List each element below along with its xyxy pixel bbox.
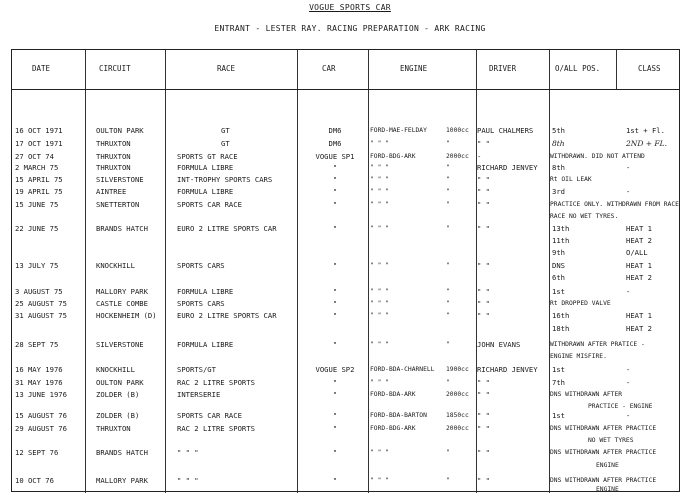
cell-pos: 16th — [552, 311, 570, 320]
cell-driver: " " — [477, 261, 490, 270]
cell-race: INTERSERIE — [177, 390, 221, 399]
page-subtitle: ENTRANT - LESTER RAY. RACING PREPARATION - ARK RACING — [214, 24, 486, 33]
cell-race: FORMULA LIBRE — [177, 340, 234, 349]
cell-cls: HEAT 1 — [626, 261, 652, 270]
cell-car: " — [332, 378, 338, 387]
cell-car: " — [332, 390, 338, 399]
cell-pos: DNS WITHDRAWN AFTER PRACTICE — [550, 477, 657, 484]
cell-race: SPORTS CARS — [177, 299, 225, 308]
cell-engine: " " " — [370, 188, 389, 195]
cell-cc: 2000cc — [446, 153, 469, 160]
cell-date: 28 SEPT 75 — [15, 340, 59, 349]
header-engine: ENGINE — [400, 64, 428, 73]
cell-engine: " " " — [370, 176, 389, 183]
cell-cls: HEAT 2 — [626, 236, 652, 245]
cell-cls: 2ND + FL. — [626, 139, 667, 148]
cell-car: " — [332, 287, 338, 296]
cell-pos: Rt DROPPED VALVE — [550, 300, 611, 307]
cell-cc: 1900cc — [446, 366, 469, 373]
cell-date: 13 JULY 75 — [15, 261, 59, 270]
cell-circuit: BRANDS HATCH — [96, 224, 148, 233]
cell-race: " " " — [177, 448, 199, 457]
cell-pos: 1st — [552, 365, 565, 374]
cell-pos: ENGINE — [596, 486, 619, 493]
cell-pos: ENGINE — [596, 462, 619, 469]
cell-race: GT — [221, 139, 230, 148]
cell-car: " — [332, 411, 338, 420]
cell-car: " — [332, 163, 338, 172]
cell-circuit: CASTLE COMBE — [96, 299, 148, 308]
cell-car: " — [332, 476, 338, 485]
cell-cc: " — [446, 341, 450, 348]
cell-driver: " " — [477, 200, 490, 209]
cell-pos: 8th — [552, 139, 565, 148]
cell-pos: ENGINE MISFIRE. — [550, 353, 607, 360]
cell-date: 25 AUGUST 75 — [15, 299, 67, 308]
cell-race: RAC 2 LITRE SPORTS — [177, 424, 255, 433]
cell-date: 19 APRIL 75 — [15, 187, 63, 196]
cell-circuit: THRUXTON — [96, 139, 131, 148]
cell-cc: " — [446, 176, 450, 183]
cell-driver: " " — [477, 139, 490, 148]
cell-date: 15 JUNE 75 — [15, 200, 59, 209]
cell-pos: 1st — [552, 411, 565, 420]
cell-engine: " " " — [370, 477, 389, 484]
cell-race: EURO 2 LITRE SPORTS CAR — [177, 311, 277, 320]
cell-driver: " " — [477, 378, 490, 387]
cell-circuit: SNETTERTON — [96, 200, 140, 209]
cell-pos: 9th — [552, 248, 565, 257]
cell-cls: O/ALL — [626, 248, 648, 257]
cell-circuit: MALLORY PARK — [96, 287, 148, 296]
cell-race: FORMULA LIBRE — [177, 187, 234, 196]
cell-car: " — [332, 187, 338, 196]
cell-cc: " — [446, 262, 450, 269]
cell-circuit: KNOCKHILL — [96, 261, 135, 270]
cell-race: GT — [221, 126, 230, 135]
header-rule — [12, 89, 679, 90]
cell-cc: " — [446, 312, 450, 319]
cell-cls: HEAT 2 — [626, 273, 652, 282]
cell-engine: " " " — [370, 312, 389, 319]
cell-pos: DNS WITHDRAWN AFTER PRACTICE — [550, 449, 657, 456]
cell-date: 31 AUGUST 75 — [15, 311, 67, 320]
cell-driver: RICHARD JENVEY — [477, 163, 538, 172]
cell-cc: 2000cc — [446, 391, 469, 398]
cell-pos: DNS — [552, 261, 565, 270]
cell-cls: - — [626, 187, 631, 196]
cell-circuit: OULTON PARK — [96, 126, 144, 135]
cell-engine: " " " — [370, 164, 389, 171]
cell-car: VOGUE SP1 — [315, 152, 355, 161]
cell-race: EURO 2 LITRE SPORTS CAR — [177, 224, 277, 233]
cell-pos: RACE NO WET TYRES. — [550, 213, 619, 220]
cell-driver: RICHARD JENVEY — [477, 365, 538, 374]
cell-driver: " " — [477, 187, 490, 196]
cell-driver: " " — [477, 476, 490, 485]
cell-race: INT-TROPHY SPORTS CARS — [177, 175, 273, 184]
cell-race: SPORTS GT RACE — [177, 152, 238, 161]
cell-driver: " " — [477, 287, 490, 296]
cell-pos: 13th — [552, 224, 570, 233]
cell-race: RAC 2 LITRE SPORTS — [177, 378, 255, 387]
cell-engine: " " " — [370, 225, 389, 232]
cell-driver: JOHN EVANS — [477, 340, 521, 349]
cell-pos: DNS WITHDRAWN AFTER — [550, 391, 623, 398]
cell-date: 22 JUNE 75 — [15, 224, 59, 233]
cell-pos: WITHDRAWN AFTER PRATICE - — [550, 341, 645, 348]
cell-engine: " " " — [370, 201, 389, 208]
cell-date: 12 SEPT 76 — [15, 448, 59, 457]
cell-race: FORMULA LIBRE — [177, 287, 234, 296]
cell-driver: " " — [477, 448, 490, 457]
cell-car: " — [332, 340, 338, 349]
cell-race: SPORTS CAR RACE — [177, 411, 242, 420]
cell-car: " — [332, 175, 338, 184]
header-race: RACE — [217, 64, 236, 73]
cell-circuit: AINTREE — [96, 187, 127, 196]
cell-date: 15 APRIL 75 — [15, 175, 63, 184]
cell-driver: " " — [477, 175, 490, 184]
cell-circuit: ZOLDER (B) — [96, 411, 140, 420]
cell-pos: NO WET TYRES — [588, 437, 634, 444]
cell-race: " " " — [177, 476, 199, 485]
cell-car: " — [332, 424, 338, 433]
cell-cls: HEAT 1 — [626, 311, 652, 320]
cell-pos: 6th — [552, 273, 565, 282]
header-circuit: CIRCUIT — [99, 64, 131, 73]
cell-engine: FORD-BDA-BARTON — [370, 412, 427, 419]
cell-cls: HEAT 2 — [626, 324, 652, 333]
cell-pos: DNS WITHDRAWN AFTER PRACTICE — [550, 425, 657, 432]
cell-pos: 3rd — [552, 187, 565, 196]
cell-cls: - — [626, 378, 631, 387]
cell-cls: - — [626, 287, 631, 296]
cell-cls: - — [626, 411, 631, 420]
cell-cc: " — [446, 477, 450, 484]
column-divider — [297, 50, 298, 493]
cell-driver: PAUL CHALMERS — [477, 126, 534, 135]
header-driver: DRIVER — [489, 64, 517, 73]
cell-cc: 1850cc — [446, 412, 469, 419]
cell-circuit: THRUXTON — [96, 152, 131, 161]
cell-date: 17 OCT 1971 — [15, 139, 63, 148]
cell-cc: " — [446, 140, 450, 147]
cell-engine: " " " — [370, 288, 389, 295]
cell-engine: FORD-BDA-CHARNELL — [370, 366, 435, 373]
cell-date: 29 AUGUST 76 — [15, 424, 67, 433]
cell-cls: - — [626, 365, 631, 374]
cell-circuit: MALLORY PARK — [96, 476, 148, 485]
cell-pos: 1st — [552, 287, 565, 296]
cell-race: SPORTS CAR RACE — [177, 200, 242, 209]
cell-cc: " — [446, 164, 450, 171]
cell-pos: WITHDRAWN. DID NOT ATTEND — [550, 153, 645, 160]
header-class: CLASS — [638, 64, 661, 73]
cell-circuit: THRUXTON — [96, 424, 131, 433]
cell-circuit: BRANDS HATCH — [96, 448, 148, 457]
cell-car: " — [332, 200, 338, 209]
cell-circuit: KNOCKHILL — [96, 365, 135, 374]
cell-car: " — [332, 224, 338, 233]
cell-cc: " — [446, 379, 450, 386]
cell-circuit: THRUXTON — [96, 163, 131, 172]
cell-pos: 18th — [552, 324, 570, 333]
cell-engine: FORD-BDA-ARK — [370, 391, 416, 398]
cell-cc: " — [446, 288, 450, 295]
cell-car: VOGUE SP2 — [315, 365, 355, 374]
page-title: VOGUE SPORTS CAR — [309, 3, 391, 12]
cell-engine: " " " — [370, 140, 389, 147]
column-divider — [368, 50, 369, 493]
cell-pos: 11th — [552, 236, 570, 245]
column-divider — [85, 50, 86, 493]
cell-date: 10 OCT 76 — [15, 476, 54, 485]
cell-date: 2 MARCH 75 — [15, 163, 59, 172]
cell-driver: " " — [477, 390, 490, 399]
cell-cc: 2000cc — [446, 425, 469, 432]
header-date: DATE — [32, 64, 51, 73]
cell-cc: 1000cc — [446, 127, 469, 134]
cell-cls: - — [626, 163, 631, 172]
cell-date: 27 OCT 74 — [15, 152, 54, 161]
cell-cc: " — [446, 188, 450, 195]
cell-date: 3 AUGUST 75 — [15, 287, 63, 296]
cell-circuit: SILVERSTONE — [96, 340, 144, 349]
cell-engine: FORD-BDG-ARK — [370, 425, 416, 432]
cell-circuit: SILVERSTONE — [96, 175, 144, 184]
cell-car: " — [332, 448, 338, 457]
cell-pos: PRACTICE ONLY. WITHDRAWN FROM RACE — [550, 201, 679, 208]
cell-pos: PRACTICE - ENGINE — [588, 403, 653, 410]
cell-engine: FORD-MAE-FELDAY — [370, 127, 427, 134]
cell-car: DM6 — [328, 126, 342, 135]
column-divider — [616, 50, 617, 90]
cell-circuit: HOCKENHEIM (D) — [96, 311, 157, 320]
cell-race: FORMULA LIBRE — [177, 163, 234, 172]
cell-date: 16 OCT 1971 — [15, 126, 63, 135]
cell-engine: FORD-BDG-ARK — [370, 153, 416, 160]
cell-engine: " " " — [370, 449, 389, 456]
cell-driver: " " — [477, 424, 490, 433]
cell-cc: " — [446, 449, 450, 456]
cell-pos: 8th — [552, 163, 565, 172]
cell-circuit: OULTON PARK — [96, 378, 144, 387]
cell-cc: " — [446, 225, 450, 232]
cell-driver: " " — [477, 224, 490, 233]
header-car: CAR — [322, 64, 336, 73]
column-divider — [165, 50, 166, 493]
cell-driver: " " — [477, 411, 490, 420]
cell-pos: Rt OIL LEAK — [550, 176, 592, 183]
cell-pos: 5th — [552, 126, 565, 135]
cell-car: " — [332, 299, 338, 308]
cell-car: " — [332, 261, 338, 270]
cell-engine: " " " — [370, 300, 389, 307]
cell-date: 15 AUGUST 76 — [15, 411, 67, 420]
header-overall-position: O/ALL POS. — [555, 64, 601, 73]
cell-pos: 7th — [552, 378, 565, 387]
cell-car: " — [332, 311, 338, 320]
cell-engine: " " " — [370, 262, 389, 269]
cell-cls: HEAT 1 — [626, 224, 652, 233]
cell-race: SPORTS/GT — [177, 365, 216, 374]
cell-race: SPORTS CARS — [177, 261, 225, 270]
cell-car: DM6 — [328, 139, 342, 148]
cell-driver: " " — [477, 299, 490, 308]
cell-cls: 1st + Fl. — [626, 126, 665, 135]
cell-driver: " " — [477, 311, 490, 320]
cell-driver: - — [477, 152, 482, 161]
cell-cc: " — [446, 300, 450, 307]
cell-engine: " " " — [370, 341, 389, 348]
cell-date: 16 MAY 1976 — [15, 365, 63, 374]
cell-date: 31 MAY 1976 — [15, 378, 63, 387]
cell-date: 13 JUNE 1976 — [15, 390, 67, 399]
cell-cc: " — [446, 201, 450, 208]
cell-engine: " " " — [370, 379, 389, 386]
cell-circuit: ZOLDER (B) — [96, 390, 140, 399]
